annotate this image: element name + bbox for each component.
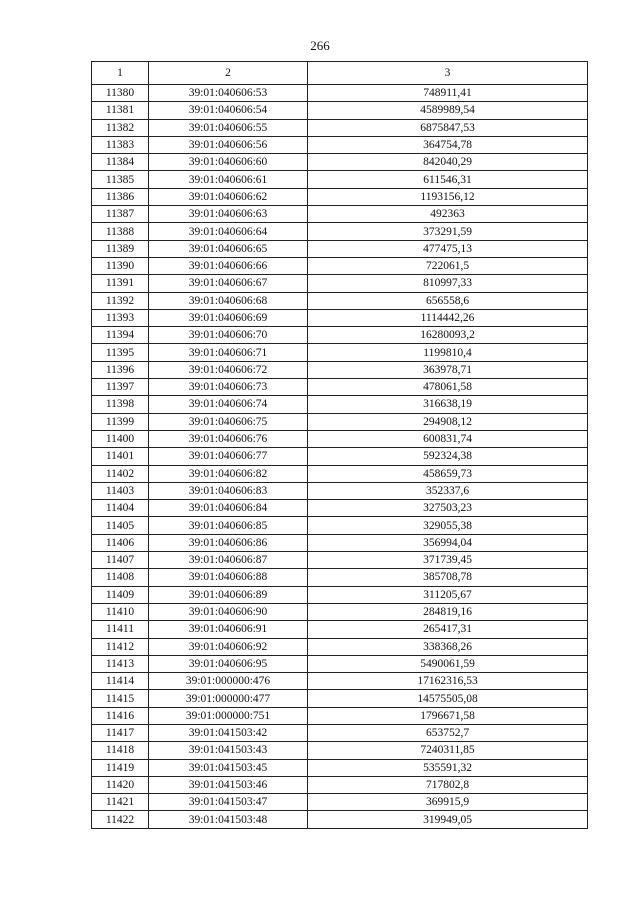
cadastral-number-cell: 39:01:040606:71 — [149, 344, 308, 361]
value-cell: 4589989,54 — [308, 102, 588, 119]
table-header — [92, 62, 588, 85]
cadastral-number-cell: 39:01:040606:66 — [149, 257, 308, 274]
value-cell: 656558,6 — [308, 292, 588, 309]
value-cell: 1199810,4 — [308, 344, 588, 361]
value-cell: 5490061,59 — [308, 655, 588, 672]
cadastral-number-cell: 39:01:040606:63 — [149, 206, 308, 223]
row-number-cell: 11412 — [92, 638, 149, 655]
cadastral-number-cell: 39:01:040606:88 — [149, 569, 308, 586]
value-cell: 492363 — [308, 206, 588, 223]
cadastral-number-cell: 39:01:040606:55 — [149, 119, 308, 136]
value-cell: 316638,19 — [308, 396, 588, 413]
cadastral-number-cell: 39:01:040606:82 — [149, 465, 308, 482]
row-number-cell: 11414 — [92, 673, 149, 690]
table-row — [92, 361, 588, 378]
row-number-cell: 11421 — [92, 794, 149, 811]
row-number-cell: 11396 — [92, 361, 149, 378]
cadastral-number-cell: 39:01:041503:45 — [149, 759, 308, 776]
table-row — [92, 171, 588, 188]
table-row — [92, 759, 588, 776]
row-number-cell: 11393 — [92, 309, 149, 326]
table-row — [92, 794, 588, 811]
column-header-1: 1 — [92, 62, 149, 85]
table-row — [92, 119, 588, 136]
cadastral-number-cell: 39:01:041503:43 — [149, 742, 308, 759]
row-number-cell: 11420 — [92, 776, 149, 793]
table-row — [92, 102, 588, 119]
value-cell: 369915,9 — [308, 794, 588, 811]
cadastral-number-cell: 39:01:040606:92 — [149, 638, 308, 655]
table-row — [92, 448, 588, 465]
value-cell: 17162316,53 — [308, 673, 588, 690]
table-row — [92, 396, 588, 413]
cadastral-number-cell: 39:01:040606:69 — [149, 309, 308, 326]
data-table — [91, 61, 588, 829]
table-row — [92, 586, 588, 603]
table-row — [92, 673, 588, 690]
value-cell: 16280093,2 — [308, 327, 588, 344]
value-cell: 717802,8 — [308, 776, 588, 793]
table-row — [92, 206, 588, 223]
cadastral-number-cell: 39:01:040606:68 — [149, 292, 308, 309]
value-cell: 7240311,85 — [308, 742, 588, 759]
value-cell: 1796671,58 — [308, 707, 588, 724]
row-number-cell: 11417 — [92, 724, 149, 741]
cadastral-number-cell: 39:01:040606:76 — [149, 430, 308, 447]
value-cell: 458659,73 — [308, 465, 588, 482]
row-number-cell: 11391 — [92, 275, 149, 292]
table-row — [92, 275, 588, 292]
cadastral-number-cell: 39:01:040606:91 — [149, 621, 308, 638]
value-cell: 535591,32 — [308, 759, 588, 776]
row-number-cell: 11386 — [92, 188, 149, 205]
cadastral-number-cell: 39:01:040606:84 — [149, 500, 308, 517]
value-cell: 294908,12 — [308, 413, 588, 430]
cadastral-number-cell: 39:01:040606:74 — [149, 396, 308, 413]
row-number-cell: 11385 — [92, 171, 149, 188]
header-row — [92, 62, 588, 85]
cadastral-number-cell: 39:01:000000:477 — [149, 690, 308, 707]
value-cell: 6875847,53 — [308, 119, 588, 136]
table-row — [92, 413, 588, 430]
row-number-cell: 11384 — [92, 154, 149, 171]
cadastral-number-cell: 39:01:041503:48 — [149, 811, 308, 828]
row-number-cell: 11408 — [92, 569, 149, 586]
value-cell: 611546,31 — [308, 171, 588, 188]
value-cell: 810997,33 — [308, 275, 588, 292]
row-number-cell: 11398 — [92, 396, 149, 413]
value-cell: 352337,6 — [308, 482, 588, 499]
value-cell: 478061,58 — [308, 379, 588, 396]
table-row — [92, 154, 588, 171]
value-cell: 600831,74 — [308, 430, 588, 447]
row-number-cell: 11416 — [92, 707, 149, 724]
cadastral-number-cell: 39:01:040606:60 — [149, 154, 308, 171]
table-row — [92, 552, 588, 569]
value-cell: 329055,38 — [308, 517, 588, 534]
row-number-cell: 11382 — [92, 119, 149, 136]
value-cell: 356994,04 — [308, 534, 588, 551]
table-row — [92, 136, 588, 153]
row-number-cell: 11422 — [92, 811, 149, 828]
table-body — [92, 85, 588, 829]
table-row — [92, 655, 588, 672]
cadastral-number-cell: 39:01:040606:95 — [149, 655, 308, 672]
row-number-cell: 11411 — [92, 621, 149, 638]
cadastral-number-cell: 39:01:040606:85 — [149, 517, 308, 534]
cadastral-number-cell: 39:01:040606:86 — [149, 534, 308, 551]
cadastral-number-cell: 39:01:040606:87 — [149, 552, 308, 569]
row-number-cell: 11387 — [92, 206, 149, 223]
table-row — [92, 482, 588, 499]
row-number-cell: 11409 — [92, 586, 149, 603]
table-row — [92, 517, 588, 534]
table-row — [92, 465, 588, 482]
cadastral-number-cell: 39:01:041503:46 — [149, 776, 308, 793]
table-row — [92, 534, 588, 551]
table-row — [92, 742, 588, 759]
row-number-cell: 11380 — [92, 85, 149, 102]
table-row — [92, 292, 588, 309]
row-number-cell: 11404 — [92, 500, 149, 517]
cadastral-number-cell: 39:01:040606:70 — [149, 327, 308, 344]
cadastral-number-cell: 39:01:040606:77 — [149, 448, 308, 465]
row-number-cell: 11383 — [92, 136, 149, 153]
table-row — [92, 638, 588, 655]
row-number-cell: 11415 — [92, 690, 149, 707]
value-cell: 1114442,26 — [308, 309, 588, 326]
row-number-cell: 11402 — [92, 465, 149, 482]
value-cell: 311205,67 — [308, 586, 588, 603]
table-row — [92, 500, 588, 517]
value-cell: 338368,26 — [308, 638, 588, 655]
table-row — [92, 379, 588, 396]
row-number-cell: 11405 — [92, 517, 149, 534]
row-number-cell: 11413 — [92, 655, 149, 672]
cadastral-number-cell: 39:01:000000:751 — [149, 707, 308, 724]
value-cell: 265417,31 — [308, 621, 588, 638]
table-row — [92, 776, 588, 793]
cadastral-number-cell: 39:01:041503:42 — [149, 724, 308, 741]
cadastral-number-cell: 39:01:040606:56 — [149, 136, 308, 153]
table-row — [92, 240, 588, 257]
row-number-cell: 11418 — [92, 742, 149, 759]
value-cell: 319949,05 — [308, 811, 588, 828]
row-number-cell: 11394 — [92, 327, 149, 344]
table-row — [92, 603, 588, 620]
page-number: 266 — [310, 38, 330, 53]
cadastral-number-cell: 39:01:000000:476 — [149, 673, 308, 690]
table-row — [92, 327, 588, 344]
value-cell: 363978,71 — [308, 361, 588, 378]
table-row — [92, 569, 588, 586]
value-cell: 373291,59 — [308, 223, 588, 240]
row-number-cell: 11397 — [92, 379, 149, 396]
row-number-cell: 11399 — [92, 413, 149, 430]
row-number-cell: 11403 — [92, 482, 149, 499]
row-number-cell: 11401 — [92, 448, 149, 465]
row-number-cell: 11407 — [92, 552, 149, 569]
row-number-cell: 11400 — [92, 430, 149, 447]
value-cell: 14575505,08 — [308, 690, 588, 707]
column-header-2: 2 — [149, 62, 308, 85]
table-row — [92, 811, 588, 828]
cadastral-number-cell: 39:01:040606:89 — [149, 586, 308, 603]
cadastral-number-cell: 39:01:040606:83 — [149, 482, 308, 499]
value-cell: 748911,41 — [308, 85, 588, 102]
value-cell: 653752,7 — [308, 724, 588, 741]
value-cell: 364754,78 — [308, 136, 588, 153]
table-row — [92, 724, 588, 741]
table-row — [92, 85, 588, 102]
value-cell: 477475,13 — [308, 240, 588, 257]
table-row — [92, 223, 588, 240]
cadastral-number-cell: 39:01:040606:73 — [149, 379, 308, 396]
row-number-cell: 11392 — [92, 292, 149, 309]
row-number-cell: 11406 — [92, 534, 149, 551]
table-row — [92, 690, 588, 707]
cadastral-number-cell: 39:01:040606:53 — [149, 85, 308, 102]
row-number-cell: 11388 — [92, 223, 149, 240]
row-number-cell: 11410 — [92, 603, 149, 620]
table-row — [92, 188, 588, 205]
cadastral-number-cell: 39:01:040606:65 — [149, 240, 308, 257]
table-row — [92, 309, 588, 326]
row-number-cell: 11419 — [92, 759, 149, 776]
cadastral-number-cell: 39:01:040606:54 — [149, 102, 308, 119]
value-cell: 327503,23 — [308, 500, 588, 517]
table-row — [92, 257, 588, 274]
value-cell: 1193156,12 — [308, 188, 588, 205]
value-cell: 284819,16 — [308, 603, 588, 620]
table-row — [92, 621, 588, 638]
row-number-cell: 11389 — [92, 240, 149, 257]
table-row — [92, 430, 588, 447]
column-header-3: 3 — [308, 62, 588, 85]
table-row — [92, 344, 588, 361]
cadastral-number-cell: 39:01:040606:90 — [149, 603, 308, 620]
row-number-cell: 11390 — [92, 257, 149, 274]
table-row — [92, 707, 588, 724]
value-cell: 722061,5 — [308, 257, 588, 274]
value-cell: 371739,45 — [308, 552, 588, 569]
cadastral-number-cell: 39:01:040606:61 — [149, 171, 308, 188]
cadastral-number-cell: 39:01:040606:62 — [149, 188, 308, 205]
value-cell: 385708,78 — [308, 569, 588, 586]
cadastral-number-cell: 39:01:040606:75 — [149, 413, 308, 430]
row-number-cell: 11381 — [92, 102, 149, 119]
cadastral-number-cell: 39:01:040606:67 — [149, 275, 308, 292]
value-cell: 842040,29 — [308, 154, 588, 171]
cadastral-number-cell: 39:01:041503:47 — [149, 794, 308, 811]
row-number-cell: 11395 — [92, 344, 149, 361]
value-cell: 592324,38 — [308, 448, 588, 465]
cadastral-number-cell: 39:01:040606:72 — [149, 361, 308, 378]
cadastral-number-cell: 39:01:040606:64 — [149, 223, 308, 240]
